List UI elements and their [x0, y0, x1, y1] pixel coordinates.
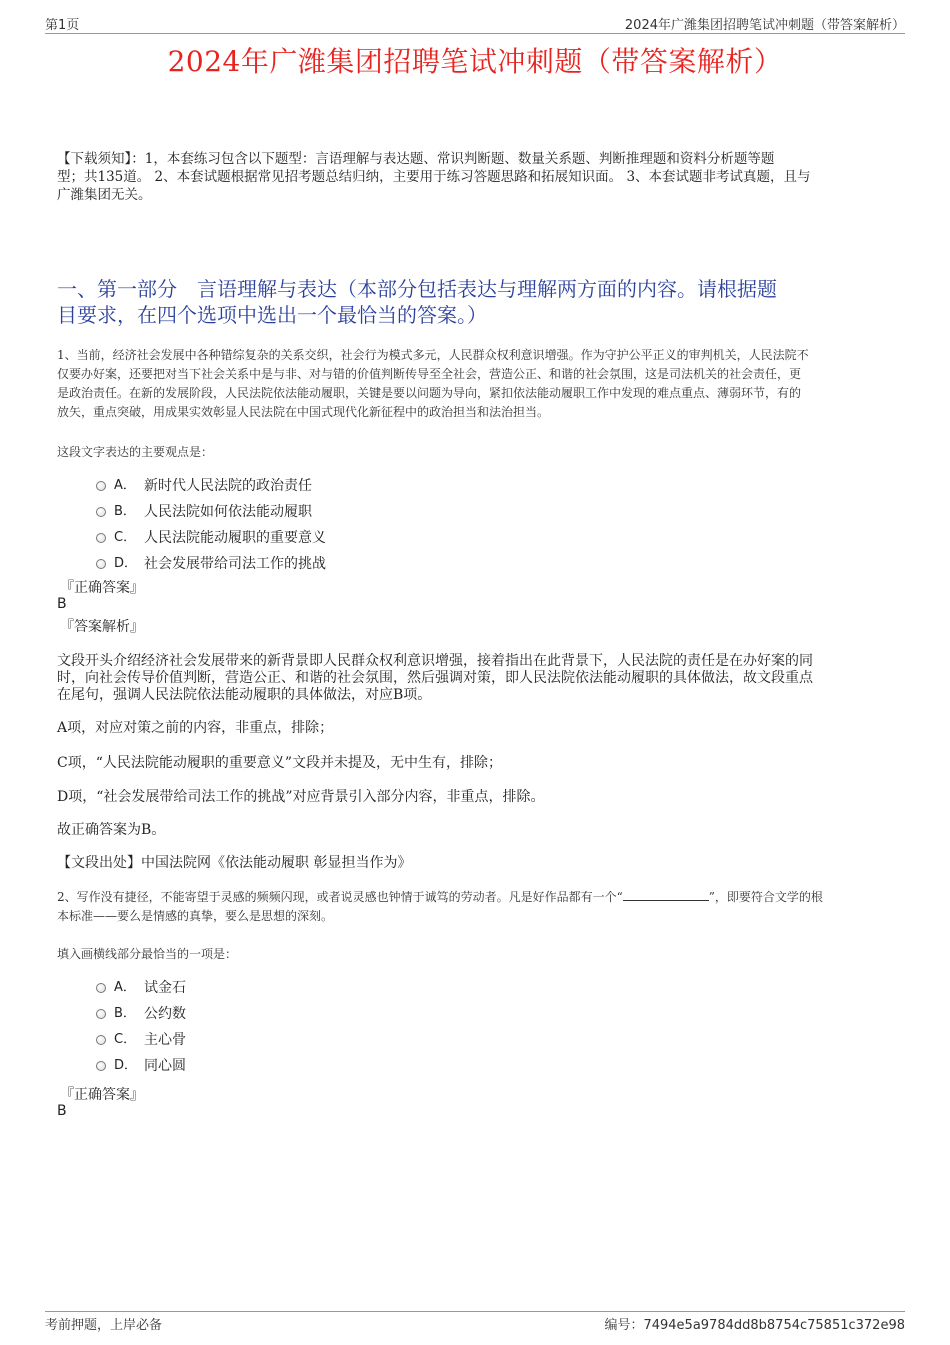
question-2-option-a[interactable] [96, 977, 186, 999]
page-title: 2024年广潍集团招聘笔试冲刺题（带答案解析） [167, 45, 783, 78]
serial-label: 编号： [604, 1318, 644, 1333]
page-number: 第1页 [45, 18, 80, 33]
radio-icon[interactable] [96, 507, 106, 517]
stem-line [57, 888, 902, 907]
stem-line: 放矢，重点突破，用成果实效彰显人民法院在中国式现代化新征程中的政治担当和法治担当。 [57, 405, 550, 419]
analysis-source: 【文段出处】中国法院网《依法能动履职 彰显担当作为》 [57, 855, 412, 871]
option-letter: A． [114, 980, 136, 995]
stem-line: 1、当前，经济社会发展中各种错综复杂的关系交织，社会行为模式多元，人民群众权利意识增强。作为守护公平正义的审判机关，人民法院不 [57, 348, 809, 362]
option-text: 人民法院能动履职的重要意义 [144, 530, 326, 546]
radio-icon[interactable] [96, 983, 106, 993]
correct-answer-label: 『正确答案』 [60, 1087, 144, 1103]
analysis-line: 文段开头介绍经济社会发展带来的新背景即人民群众权利意识增强，接着指出在此背景下，人民法院的责任是在办好案的同 [57, 653, 813, 669]
question-2-prompt: 填入画横线部分最恰当的一项是： [57, 947, 238, 961]
section-heading [57, 276, 902, 328]
footer-divider [45, 1311, 905, 1312]
option-letter: C． [114, 530, 137, 545]
option-text: 新时代人民法院的政治责任 [144, 478, 312, 494]
notice-line: 【下载须知】：1，本套练习包含以下题型：言语理解与表达题、常识判断题、数量关系题、判断推理题和资料分析题等题 [57, 151, 775, 167]
option-text: 试金石 [144, 980, 186, 996]
option-letter: A． [114, 478, 136, 493]
question-1-option-a[interactable] [96, 475, 312, 497]
stem-line: 是政治责任。在新的发展阶段，人民法院依法能动履职，关键是要以问题为导向，紧扣依法能动履职工作中发现的难点重点、薄弱环节，有的 [57, 386, 802, 400]
correct-answer-label: 『正确答案』 [60, 580, 144, 596]
analysis-conclusion: 故正确答案为B。 [57, 822, 166, 838]
footer-serial [604, 1314, 905, 1333]
question-1-option-b[interactable] [96, 501, 312, 523]
analysis-line: 在尾句，强调人民法院依法能动履职的具体做法，对应B项。 [57, 687, 432, 703]
option-text: 公约数 [144, 1006, 186, 1022]
download-notice [57, 150, 902, 204]
analysis-line: 时，向社会传导价值判断，营造公正、和谐的社会氛围，然后强调对策，即人民法院依法能动履职的具体做法，故文段重点 [57, 670, 813, 686]
header-doc-title: 2024年广潍集团招聘笔试冲刺题（带答案解析） [624, 18, 905, 33]
analysis-option-a: A项，对应对策之前的内容，非重点，排除； [57, 720, 334, 736]
radio-icon[interactable] [96, 1061, 106, 1071]
section-heading-line: 目要求，在四个选项中选出一个最恰当的答案。） [57, 303, 487, 327]
radio-icon[interactable] [96, 481, 106, 491]
radio-icon[interactable] [96, 1035, 106, 1045]
option-letter: B． [114, 504, 136, 519]
header-divider [45, 33, 905, 34]
question-1-option-d[interactable] [96, 553, 326, 575]
notice-line: 型；共135道。 2、本套试题根据常见招考题总结归纳，主要用于练习答题思路和拓展知识面。 3、本套试题非考试真题，且与 [57, 169, 811, 185]
question-2-option-b[interactable] [96, 1003, 186, 1025]
notice-line: 广潍集团无关。 [57, 187, 152, 203]
option-text: 同心圆 [144, 1058, 186, 1074]
analysis-paragraph [57, 653, 902, 704]
option-text: 人民法院如何依法能动履职 [144, 504, 312, 520]
option-text: 社会发展带给司法工作的挑战 [144, 556, 326, 572]
question-2-option-d[interactable] [96, 1055, 186, 1077]
correct-answer-value: B [57, 596, 67, 612]
radio-icon[interactable] [96, 1009, 106, 1019]
serial-code: 7494e5a9784dd8b8754c75851c372e98 [643, 1318, 905, 1333]
question-1-prompt: 这段文字表达的主要观点是： [57, 445, 214, 459]
question-1-option-c[interactable] [96, 527, 326, 549]
question-2-stem [57, 888, 902, 926]
analysis-option-d: D项，“社会发展带给司法工作的挑战”对应背景引入部分内容，非重点，排除。 [57, 789, 545, 805]
stem-line: 仅要办好案，还要把对当下社会关系中是与非、对与错的价值判断传导至全社会，营造公正、和谐的社会氛围，这是司法机关的社会责任，更 [57, 367, 802, 381]
radio-icon[interactable] [96, 533, 106, 543]
radio-icon[interactable] [96, 559, 106, 569]
stem-text: 2、写作没有捷径，不能寄望于灵感的频频闪现，或者说灵感也钟情于诚笃的劳动者。凡是好作品都有一个“ [57, 890, 623, 904]
option-letter: B． [114, 1006, 136, 1021]
option-letter: D． [114, 556, 138, 571]
analysis-label: 『答案解析』 [60, 619, 144, 635]
stem-text: ”，即要符合文学的根 [708, 890, 823, 904]
correct-answer-value: B [57, 1103, 67, 1119]
question-2-option-c[interactable] [96, 1029, 186, 1051]
option-letter: D． [114, 1058, 138, 1073]
section-heading-line: 一、第一部分 言语理解与表达（本部分包括表达与理解两方面的内容。请根据题 [57, 277, 777, 301]
fill-blank [623, 888, 709, 901]
footer-slogan: 考前押题，上岸必备 [45, 1318, 163, 1333]
stem-line: 本标准——要么是情感的真挚，要么是思想的深刻。 [57, 909, 334, 923]
option-letter: C． [114, 1032, 137, 1047]
option-text: 主心骨 [144, 1032, 186, 1048]
question-1-stem [57, 346, 902, 422]
analysis-option-c: C项，“人民法院能动履职的重要意义”文段并未提及，无中生有，排除； [57, 755, 503, 771]
